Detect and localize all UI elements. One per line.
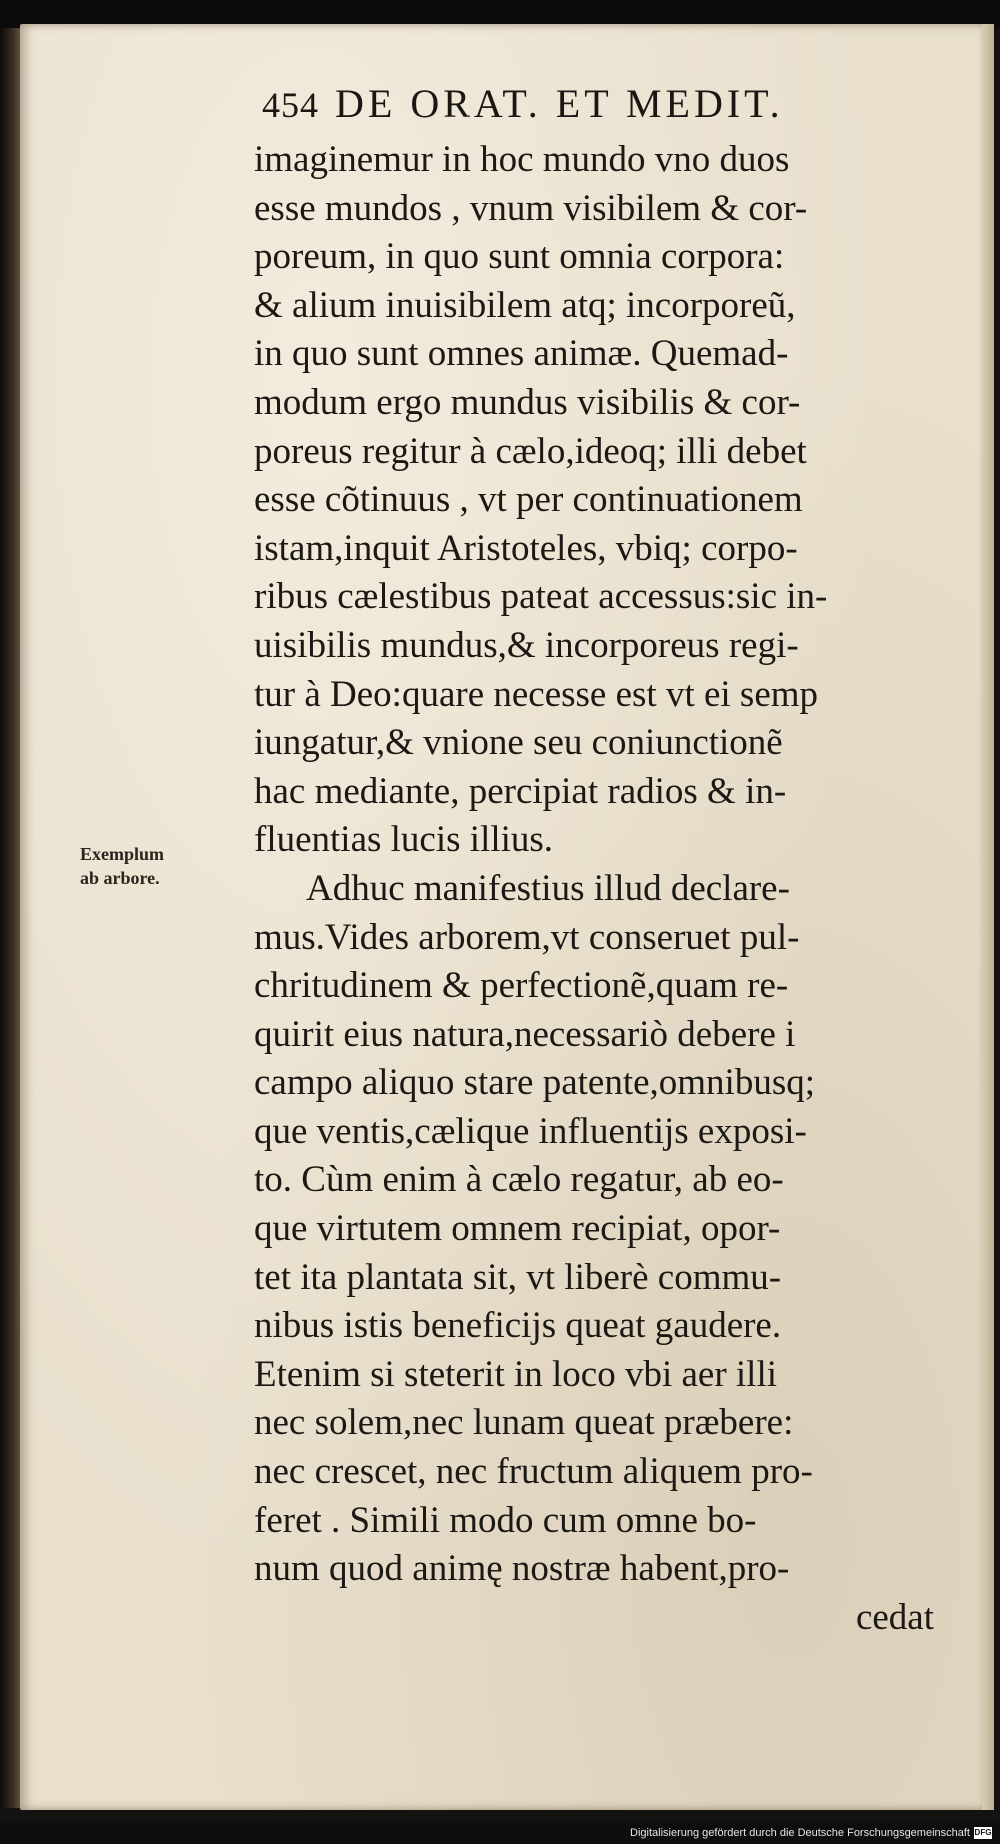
text-line: tur à Deo:quare necesse est vt ei semp [254, 673, 819, 715]
text-line: tet ita plantata sit, vt liberè commu- [254, 1256, 782, 1298]
text-line: campo aliquo stare patente,omnibusq; [254, 1062, 816, 1104]
text-line: & alium inuisibilem atq; incorporeũ, [254, 284, 796, 326]
text-line: nibus istis beneficijs queat gaudere. [254, 1305, 782, 1347]
text-line: quirit eius natura,necessariò debere i [254, 1013, 796, 1055]
text-line: que ventis,cælique influentijs exposi- [254, 1110, 807, 1152]
margin-note-line: ab arbore. [80, 868, 160, 888]
page-edge [982, 24, 994, 1810]
running-head [262, 80, 962, 127]
text-line: hac mediante, percipiat radios & in- [254, 770, 787, 812]
book-spine [0, 28, 22, 1808]
text-line: esse cõtinuus , vt per continuationem [254, 479, 803, 521]
text-line: istam,inquit Aristoteles, vbiq; corpo- [254, 527, 798, 569]
text-line: poreus regitur à cælo,ideoq; illi debet [254, 430, 807, 472]
text-line: Etenim si steterit in loco vbi aer illi [254, 1353, 778, 1395]
text-line: modum ergo mundus visibilis & cor- [254, 381, 801, 423]
text-line: nec crescet, nec fructum aliquem pro- [254, 1451, 813, 1493]
text-line: mus.Vides arborem,vt conseruet pul- [254, 916, 800, 958]
dfg-logo-icon: DFG [974, 1828, 992, 1837]
paragraph-start-line: Adhuc manifestius illud declare- [306, 867, 790, 909]
text-line: to. Cùm enim à cælo regatur, ab eo- [254, 1159, 784, 1201]
catchword: cedat [855, 1596, 934, 1638]
text-line: que virtutem omnem recipiat, opor- [254, 1208, 781, 1250]
margin-note-line: Exemplum [80, 844, 165, 864]
text-line: ribus cælestibus pateat accessus:sic in- [254, 576, 828, 618]
text-line: uisibilis mundus,& incorporeus regi- [254, 624, 799, 666]
text-line: feret . Simili modo cum omne bo- [254, 1499, 757, 1541]
text-line: nec solem,nec lunam queat præbere: [254, 1402, 794, 1444]
text-line: fluentias lucis illius. [254, 819, 554, 861]
text-line: poreum, in quo sunt omnia corpora: [254, 236, 785, 278]
margin-note [80, 842, 164, 890]
text-line: imaginemur in hoc mundo vno duos [254, 139, 790, 180]
text-line: esse mundos , vnum visibilem & cor- [254, 187, 808, 229]
body-text [254, 136, 944, 1642]
text-line: num quod animę nostræ habent,pro- [254, 1548, 790, 1590]
text-line: chritudinem & perfectionẽ,quam re- [254, 965, 789, 1007]
running-title: DE ORAT. ET MEDIT. [335, 81, 784, 126]
text-line: in quo sunt omnes animæ. Quemad- [254, 333, 789, 375]
page-number: 454 [262, 85, 319, 125]
text-line: iungatur,& vnione seu coniunctionẽ [254, 722, 783, 764]
footer-credit: Digitalisierung gefördert durch die Deutsche Forschungsgemeinschaft [630, 1827, 970, 1839]
